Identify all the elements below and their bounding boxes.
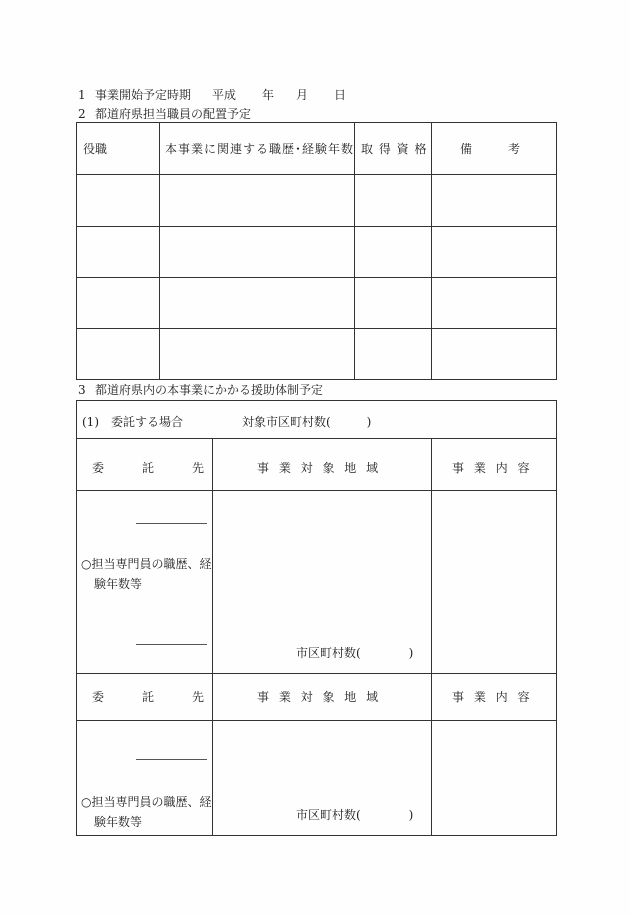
section3-title: 都道府県内の本事業にかかる援助体制予定 [95,383,324,397]
header-consignee-2: 託 [142,690,155,704]
municipality-count: 市区町村数( ) [296,646,414,660]
day-label: 日 [334,88,347,102]
header-position: 役職 [83,142,108,156]
year-label: 年 [262,88,275,102]
subsection-label: (1) 委託する場合 [82,415,183,429]
header-area: 事 業 対 象 地 域 [257,461,382,475]
header-content: 事 業 内 容 [452,690,533,704]
staff-note: ○担当専門員の職歴、経 [81,557,212,571]
section2-number: 2 [78,107,86,121]
section1-number: 1 [78,88,86,102]
header-remarks: 備 考 [460,142,521,156]
section1-label: 事業開始予定時期 [95,88,192,102]
section3-number: 3 [78,383,86,397]
staff-note-cont: 験年数等 [94,815,143,829]
section2-title: 都道府県担当職員の配置予定 [95,107,252,121]
header-content: 事 業 内 容 [452,461,533,475]
header-consignee-1: 委 [92,690,105,704]
header-consignee-3: 先 [192,461,205,475]
header-area: 事 業 対 象 地 域 [257,690,382,704]
header-consignee-3: 先 [192,690,205,704]
staff-note: ○担当専門員の職歴、経 [81,795,212,809]
header-consignee-1: 委 [92,461,105,475]
era-label: 平成 [212,88,237,102]
month-label: 月 [296,88,309,102]
header-qualification: 取 得 資 格 [361,142,428,156]
header-consignee-2: 託 [142,461,155,475]
header-career: 本事業に関連する職歴･経験年数 [165,142,355,156]
staff-note-cont: 験年数等 [94,577,143,591]
municipality-count: 市区町村数( ) [296,808,414,822]
target-count-label: 対象市区町村数( ) [242,415,372,429]
